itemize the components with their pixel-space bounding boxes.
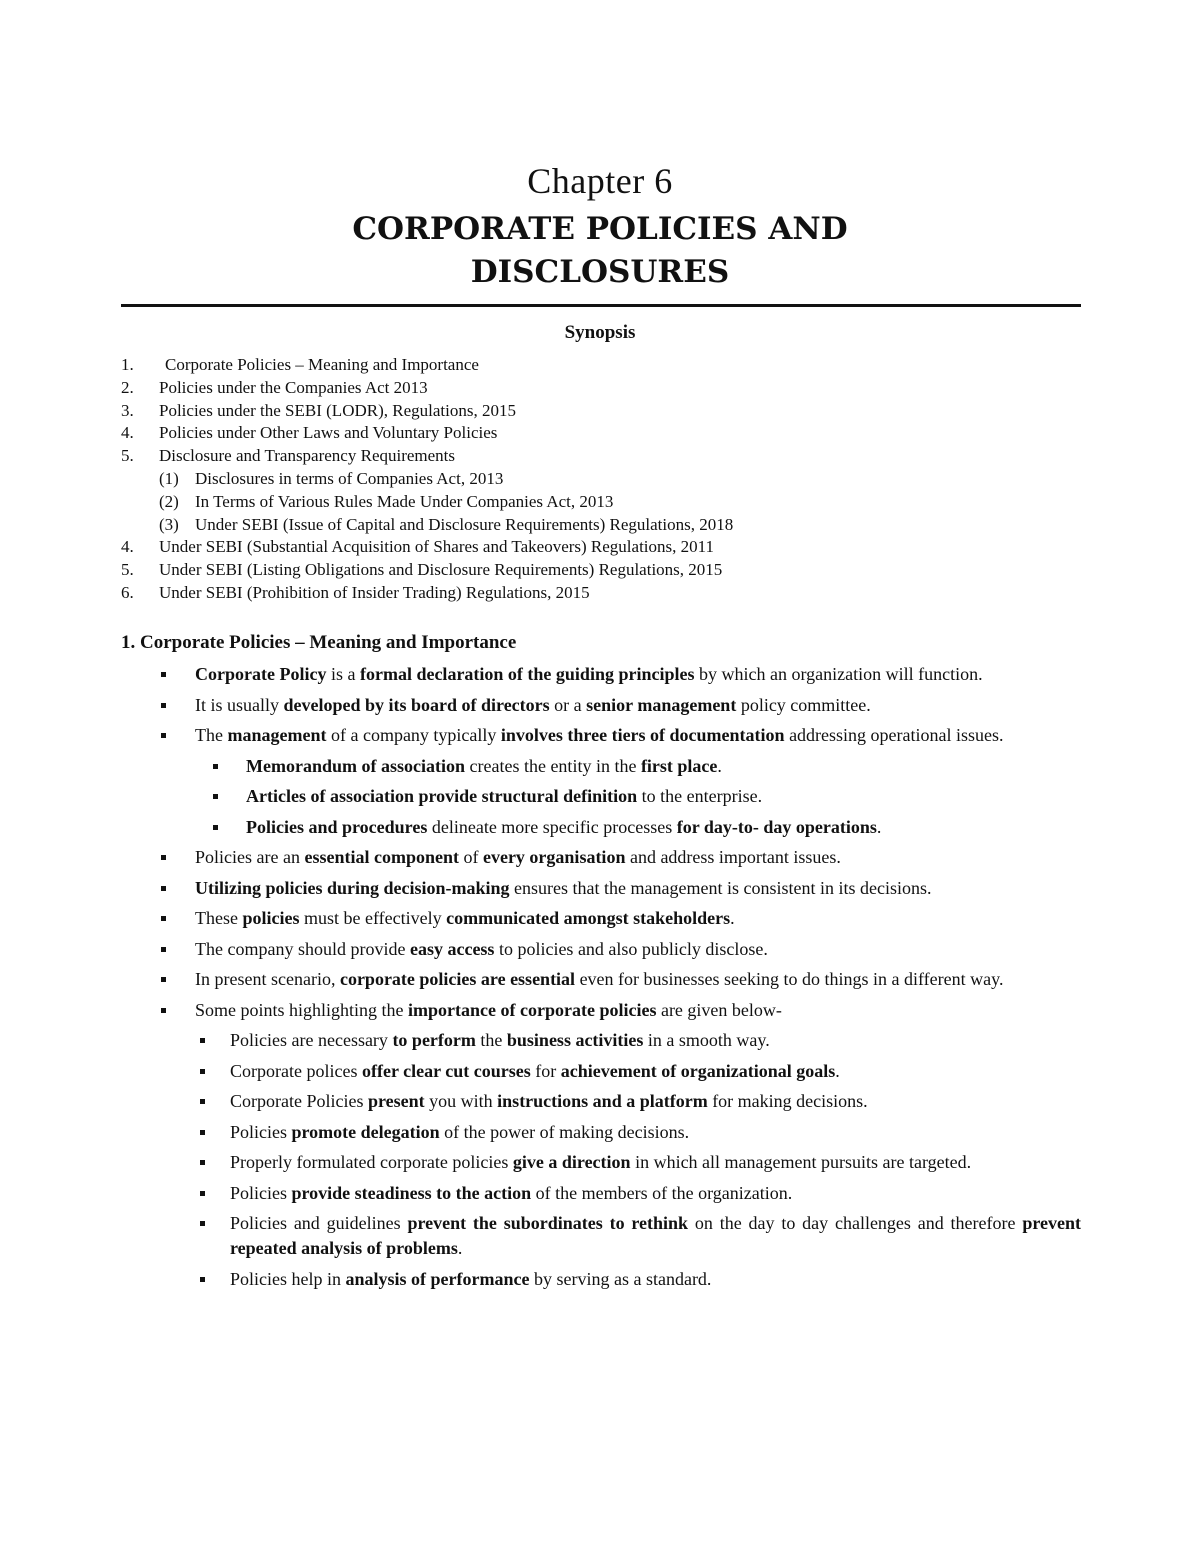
text: of the members of the organization. <box>531 1182 793 1203</box>
bullet-point <box>121 998 1081 1023</box>
bold-text: policies <box>242 908 300 928</box>
bold-text: senior management <box>586 694 737 715</box>
synopsis-subitem <box>121 468 1081 491</box>
text: delineate more specific processes <box>427 816 677 837</box>
text: by which an organization will function. <box>694 664 983 684</box>
bold-text: management <box>227 725 327 745</box>
bullet-point <box>121 967 1081 992</box>
sub-bullet-point <box>121 815 1081 840</box>
sub-bullet-point <box>121 1120 1081 1145</box>
bold-text: importance of corporate policies <box>408 999 657 1020</box>
text: Policies <box>230 1121 292 1142</box>
bold-text: give a direction <box>512 1152 631 1172</box>
text: you with <box>424 1091 498 1111</box>
bullet-point <box>121 845 1081 870</box>
text: Policies help in <box>230 1268 346 1289</box>
text: are given below- <box>656 999 782 1020</box>
bold-text: communicated amongst stakeholders <box>446 908 731 928</box>
text: for <box>530 1060 561 1081</box>
synopsis-item-number: (1) <box>159 468 179 488</box>
bold-text: Policies and procedures <box>246 816 428 837</box>
synopsis-item-number: 1. <box>121 355 134 374</box>
bold-text: Memorandum of association <box>246 755 465 776</box>
bold-text: Corporate Policy <box>195 664 327 684</box>
chapter-title <box>0 208 1200 294</box>
text: In present scenario, <box>195 969 340 989</box>
text: . <box>835 1060 840 1081</box>
synopsis-item-text: Under SEBI (Prohibition of Insider Trading) Regulations, 2015 <box>159 582 590 602</box>
sub-bullet-point <box>121 1267 1081 1292</box>
text: and address important issues. <box>625 847 841 867</box>
text: Policies and guidelines <box>230 1213 408 1233</box>
bullet-point <box>121 693 1081 718</box>
text: even for businesses seeking to do things in a different way. <box>575 969 1004 989</box>
text: is a <box>326 664 360 684</box>
bold-text: provide steadiness to the action <box>291 1182 532 1203</box>
bold-text: achievement of organizational goals <box>560 1060 836 1081</box>
text: to policies and also publicly disclose. <box>494 938 768 959</box>
synopsis-item-number: 4. <box>121 537 134 557</box>
text: These <box>195 908 243 928</box>
text: . <box>876 816 882 837</box>
synopsis-item <box>121 354 1081 377</box>
text: Properly formulated corporate policies <box>230 1152 513 1172</box>
synopsis-item-text: Policies under the Companies Act 2013 <box>159 377 428 397</box>
synopsis-item-number: (2) <box>159 491 179 511</box>
text: of a company typically <box>326 725 501 745</box>
sub-bullet-point <box>121 784 1081 809</box>
text: must be effectively <box>299 908 447 928</box>
synopsis-subitem <box>121 491 1081 514</box>
text: on the day to day challenges and therefore <box>688 1213 1023 1233</box>
synopsis-item-number: 6. <box>121 582 134 602</box>
text: . <box>457 1238 463 1258</box>
text: in a smooth way. <box>643 1030 770 1050</box>
text: Corporate Policies <box>230 1091 368 1111</box>
chapter-title-line-1: CORPORATE POLICIES AND <box>352 211 848 247</box>
sub-bullet-point <box>121 1150 1081 1175</box>
text: of <box>458 847 483 867</box>
synopsis-item <box>121 422 1081 445</box>
title-divider <box>121 304 1081 307</box>
text: in which all management pursuits are targeted. <box>630 1152 972 1172</box>
bold-text: every organisation <box>482 847 626 867</box>
synopsis-heading: Synopsis <box>564 322 636 343</box>
bold-text: prevent repeated analysis of problems <box>230 1213 1081 1258</box>
sub-bullet-point <box>121 754 1081 779</box>
synopsis-item-text: Under SEBI (Issue of Capital and Disclosure Requirements) Regulations, 2018 <box>195 514 734 534</box>
bullet-point <box>121 723 1081 748</box>
bold-text: easy access <box>409 938 495 959</box>
synopsis-item-text: Policies under the SEBI (LODR), Regulations, 2015 <box>159 400 516 420</box>
text: Policies are necessary <box>230 1030 393 1050</box>
text: Some points highlighting the <box>195 999 409 1020</box>
bold-text: developed by its board of directors <box>283 694 550 715</box>
synopsis-item-text: In Terms of Various Rules Made Under Companies Act, 2013 <box>195 491 614 511</box>
bold-text: essential component <box>304 847 459 867</box>
bold-text: Utilizing policies during decision-making <box>195 877 510 898</box>
synopsis-item-number: 4. <box>121 423 134 443</box>
bold-text: prevent the subordinates to rethink <box>407 1213 689 1233</box>
text: or a <box>549 694 587 715</box>
sub-bullet-point <box>121 1059 1081 1084</box>
bold-text: offer clear cut courses <box>361 1060 531 1081</box>
synopsis-list <box>121 354 1081 605</box>
sub-bullet-point <box>121 1028 1081 1053</box>
bold-text: for day-to- day operations <box>676 816 877 837</box>
bullet-point <box>121 876 1081 901</box>
bullet-point <box>121 937 1081 962</box>
bullet-point <box>121 906 1081 931</box>
text: It is usually <box>195 694 284 715</box>
synopsis-subitem <box>121 514 1081 537</box>
text: creates the entity in the <box>465 755 641 776</box>
synopsis-item-number: (3) <box>159 514 179 534</box>
sub-bullet-point <box>121 1089 1081 1114</box>
bold-text: business activities <box>506 1030 644 1050</box>
bold-text: corporate policies are essential <box>339 969 576 989</box>
synopsis-item-number: 2. <box>121 377 134 397</box>
bold-text: analysis of performance <box>345 1268 530 1289</box>
synopsis-item-number: 5. <box>121 560 134 580</box>
text: . <box>730 908 735 928</box>
text: Corporate polices <box>230 1060 362 1081</box>
synopsis-item <box>121 559 1081 582</box>
synopsis-item-text: Corporate Policies – Meaning and Importance <box>165 355 479 374</box>
synopsis-item-text: Under SEBI (Listing Obligations and Disclosure Requirements) Regulations, 2015 <box>159 560 723 580</box>
text: addressing operational issues. <box>784 725 1004 745</box>
text: the <box>475 1030 507 1050</box>
synopsis-item <box>121 400 1081 423</box>
text: . <box>717 755 722 776</box>
bullet-point-list <box>121 662 1081 1297</box>
synopsis-item-text: Disclosures in terms of Companies Act, 2013 <box>195 468 504 488</box>
bold-text: to perform <box>392 1030 476 1050</box>
synopsis-item-text: Under SEBI (Substantial Acquisition of Shares and Takeovers) Regulations, 2011 <box>159 537 715 557</box>
synopsis-item-number: 3. <box>121 400 134 420</box>
bold-text: involves three tiers of documentation <box>500 725 785 745</box>
synopsis-item-number: 5. <box>121 446 134 466</box>
text: The <box>195 725 228 745</box>
synopsis-item <box>121 377 1081 400</box>
text: Policies are an <box>195 847 305 867</box>
text: to the enterprise. <box>637 786 763 806</box>
text: policy committee. <box>736 694 871 715</box>
bold-text: Articles of association provide structural definition <box>246 786 638 806</box>
synopsis-item <box>121 536 1081 559</box>
text: of the power of making decisions. <box>439 1121 690 1142</box>
chapter-title-line-2: DISCLOSURES <box>470 254 730 290</box>
sub-bullet-point <box>121 1181 1081 1206</box>
section-heading: 1. Corporate Policies – Meaning and Importance <box>121 632 517 653</box>
bold-text: formal declaration of the guiding principles <box>359 664 695 684</box>
sub-bullet-point <box>121 1211 1081 1261</box>
synopsis-item-text: Policies under Other Laws and Voluntary Policies <box>159 423 498 443</box>
text: Policies <box>230 1182 292 1203</box>
chapter-number: Chapter 6 <box>527 161 673 201</box>
synopsis-item <box>121 582 1081 605</box>
bold-text: promote delegation <box>291 1121 440 1142</box>
synopsis-item <box>121 445 1081 468</box>
bold-text: instructions and a platform <box>497 1091 708 1111</box>
text: The company should provide <box>195 938 410 959</box>
text: for making decisions. <box>707 1091 868 1111</box>
text: by serving as a standard. <box>529 1268 712 1289</box>
bold-text: first place <box>640 755 718 776</box>
synopsis-item-text: Disclosure and Transparency Requirements <box>159 446 456 466</box>
bold-text: present <box>367 1091 425 1111</box>
text: ensures that the management is consistent in its decisions. <box>509 877 932 898</box>
bullet-point <box>121 662 1081 687</box>
